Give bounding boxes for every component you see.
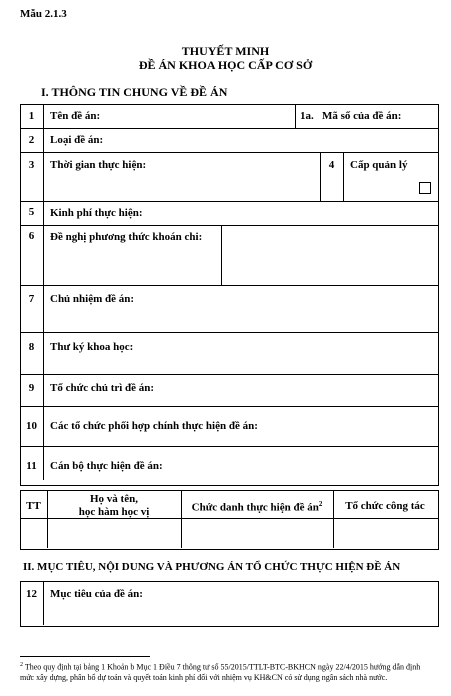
row-number: 9	[28, 382, 35, 394]
row-divider	[20, 128, 438, 129]
project-code-number: 1a.	[300, 110, 314, 122]
staff-col-name-line2: học hàm học vị	[78, 506, 150, 518]
row-divider	[20, 225, 438, 226]
objectives-label: Mục tiêu của đề án:	[50, 588, 143, 600]
row-divider	[20, 406, 438, 407]
duration-label: Thời gian thực hiện:	[50, 159, 147, 171]
staff-col-role-text: Chức danh thực hiện đề án	[191, 501, 319, 514]
footnote-separator	[20, 656, 150, 657]
footnote	[20, 660, 432, 683]
staff-col-divider	[333, 490, 334, 548]
budget-label: Kinh phí thực hiện:	[50, 207, 143, 219]
number-column-divider	[43, 104, 44, 480]
project-staff-label: Cán bộ thực hiện đề án:	[50, 460, 163, 472]
section2-heading: II. MỤC TIÊU, NỘI DUNG VÀ PHƯƠNG ÁN TỔ CHỨC THỰC HIỆN ĐỀ ÁN	[23, 561, 401, 573]
row-divider	[20, 201, 438, 202]
row-number: 3	[28, 159, 35, 171]
mgmt-cell-divider	[343, 152, 344, 201]
footnote-text: Theo quy định tại bảng 1 Khoản b Mục 1 Điều 7 thông tư số 55/2015/TTLT-BTC-BKHCN ngày 22/4/2015 hướng dẫn định mức xây dựng, phân bổ dự toán và quyết toán kinh phí đối với nhiệm vụ KH&CN có sử dụng ngân sách nhà nước.	[20, 662, 421, 682]
staff-col-tt: TT	[26, 500, 41, 512]
doc-title-line1: THUYẾT MINH	[181, 44, 270, 58]
row-divider	[20, 152, 438, 153]
management-level-checkbox[interactable]	[419, 182, 431, 194]
host-organization-label: Tổ chức chủ trì đề án:	[50, 382, 155, 394]
row-divider	[20, 446, 438, 447]
row-number: 1	[28, 110, 35, 122]
row-divider	[20, 332, 438, 333]
row-number: 6	[28, 230, 35, 242]
row-number: 7	[28, 293, 35, 305]
footnote-mark: 2	[20, 662, 23, 668]
row-number: 11	[26, 460, 37, 472]
row-number: 10	[26, 420, 37, 432]
contract-method-divider	[221, 225, 222, 285]
staff-col-divider	[181, 490, 182, 548]
row-number: 8	[28, 341, 35, 353]
scientific-secretary-label: Thư ký khoa học:	[50, 341, 134, 353]
number-column-divider	[43, 581, 44, 625]
partner-organizations-label: Các tổ chức phối hợp chính thực hiện đề án:	[50, 420, 258, 432]
contract-method-label: Đề nghị phương thức khoán chi:	[50, 231, 203, 243]
management-level-label: Cấp quản lý	[350, 159, 408, 171]
doc-title-line2: ĐỀ ÁN KHOA HỌC CẤP CƠ SỞ	[138, 58, 313, 72]
row-number: 4	[328, 159, 335, 171]
project-name-label: Tên đề án:	[50, 110, 101, 122]
footnote-reference: 2	[318, 500, 323, 508]
row-number: 5	[28, 206, 35, 218]
staff-col-name-line1: Họ và tên,	[90, 493, 138, 505]
form-code: Mẫu 2.1.3	[20, 8, 67, 20]
row-divider	[20, 285, 438, 286]
staff-col-role	[181, 500, 333, 514]
row-number: 2	[28, 134, 35, 146]
code-cell-divider	[295, 104, 296, 128]
project-code-label: Mã số của đề án:	[322, 110, 402, 122]
project-leader-label: Chủ nhiệm đề án:	[50, 293, 135, 305]
project-type-label: Loại đề án:	[50, 134, 104, 146]
section1-heading: I. THÔNG TIN CHUNG VỀ ĐỀ ÁN	[41, 85, 228, 99]
staff-col-org: Tổ chức công tác	[345, 500, 425, 512]
row-number: 12	[26, 588, 37, 600]
staff-table-header-divider	[20, 518, 438, 519]
row-divider	[20, 374, 438, 375]
